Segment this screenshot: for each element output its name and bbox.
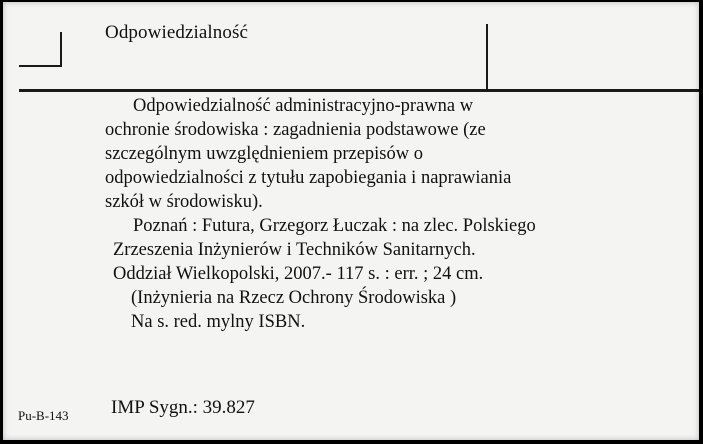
imprint-line: Zrzeszenia Inżynierów i Techników Sanitarnych. (113, 240, 476, 260)
heading-divider-vertical (486, 24, 488, 90)
title-line: szczególnym uwzględnieniem przepisów o (105, 144, 423, 164)
corner-mark-horizontal (19, 65, 62, 67)
title-line: szkół w środowisku). (105, 192, 263, 212)
heading-divider-horizontal (19, 89, 699, 92)
catalog-card (3, 2, 699, 440)
imprint-line: Poznań : Futura, Grzegorz Łuczak : na zlec. Polskiego (133, 216, 536, 236)
title-line: odpowiedzialności z tytułu zapobiegania i naprawiania (105, 168, 512, 188)
call-number: IMP Sygn.: 39.827 (111, 397, 255, 418)
series-line: (Inżynieria na Rzecz Ochrony Środowiska ) (131, 288, 457, 308)
title-line: Odpowiedzialność administracyjno-prawna w (133, 96, 474, 116)
note-line: Na s. red. mylny ISBN. (131, 312, 306, 332)
card-heading: Odpowiedzialność (105, 22, 249, 43)
card-body (105, 94, 585, 334)
card-code: Pu-B-143 (18, 408, 69, 423)
corner-mark-vertical (60, 32, 62, 65)
imprint-line: Oddział Wielkopolski, 2007.- 117 s. : err. ; 24 cm. (113, 264, 484, 284)
title-line: ochronie środowiska : zagadnienia podstawowe (ze (105, 120, 486, 140)
